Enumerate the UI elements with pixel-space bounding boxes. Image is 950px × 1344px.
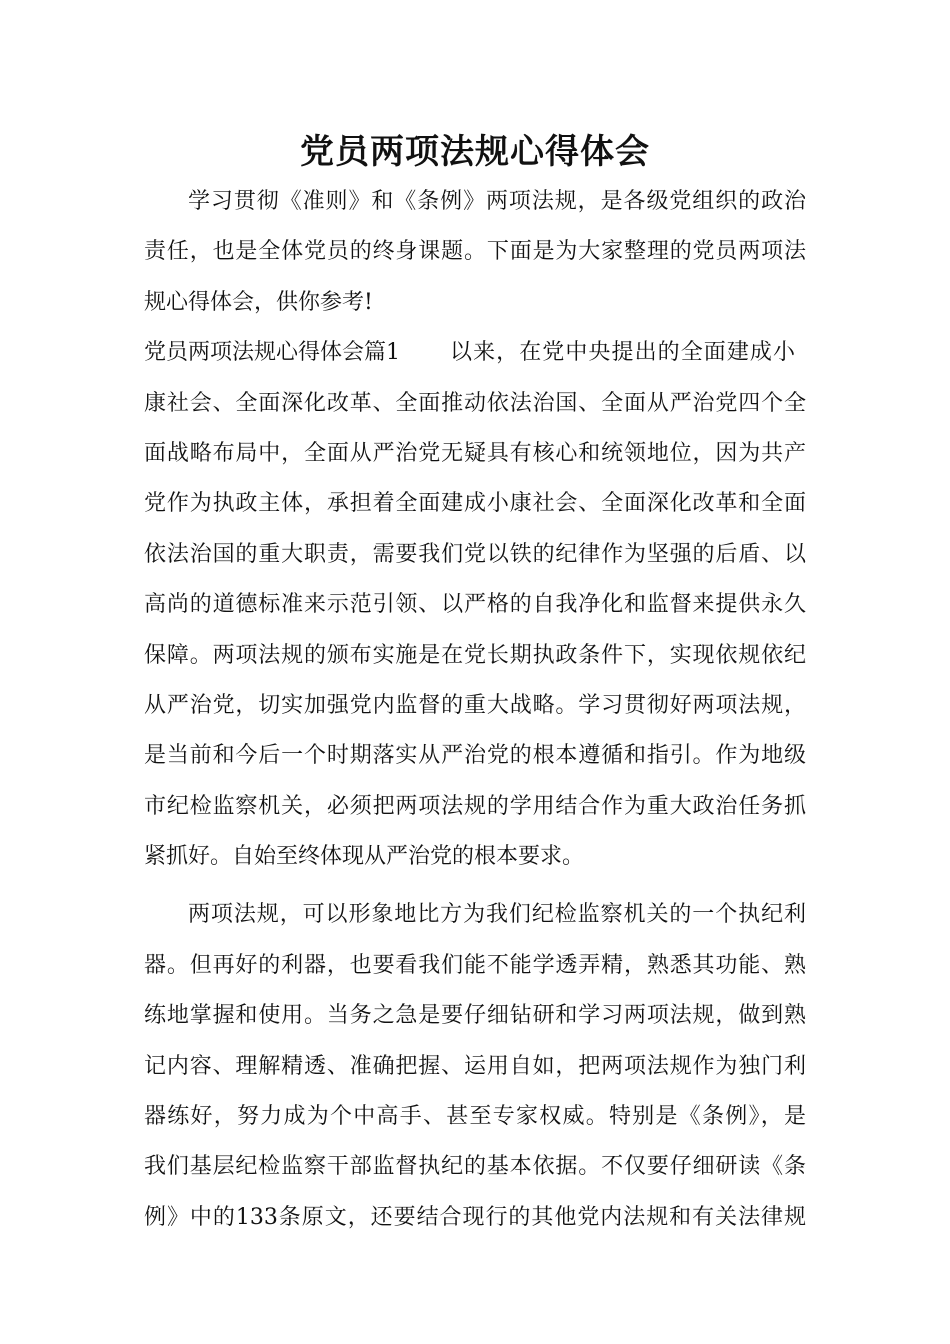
section1-line: 依法治国的重大职责，需要我们党以铁的纪律作为坚强的后盾、以 xyxy=(144,541,806,567)
paragraph-gap xyxy=(144,882,806,890)
section1-line: 是当前和今后一个时期落实从严治党的根本遵循和指引。作为地级 xyxy=(144,743,806,769)
intro-line: 学习贯彻《准则》和《条例》两项法规，是各级党组织的政治 xyxy=(188,189,806,214)
section1-line: 党作为执政主体，承担着全面建成小康社会、全面深化改革和全面 xyxy=(144,491,806,517)
document-title: 党员两项法规心得体会 xyxy=(300,132,650,172)
section1-line: 面战略布局中，全面从严治党无疑具有核心和统领地位，因为共产 xyxy=(144,440,806,466)
section1-heading: 党员两项法规心得体会篇1 xyxy=(144,340,400,366)
paragraph2-line: 器。但再好的利器，也要看我们能不能学透弄精，熟悉其功能、熟 xyxy=(144,952,806,978)
section1-line: 市纪检监察机关，必须把两项法规的学用结合作为重大政治任务抓 xyxy=(144,793,806,819)
paragraph2-line: 练地掌握和使用。当务之急是要仔细钻研和学习两项法规，做到熟 xyxy=(144,1003,806,1029)
paragraph2-line: 记内容、理解精透、准确把握、运用自如，把两项法规作为独门利 xyxy=(144,1053,806,1079)
section1-line: 保障。两项法规的颁布实施是在党长期执政条件下，实现依规依纪 xyxy=(144,642,806,668)
section1-line: 高尚的道德标准来示范引领、以严格的自我净化和监督来提供永久 xyxy=(144,592,806,618)
paragraph2-line: 两项法规，可以形象地比方为我们纪检监察机关的一个执纪利 xyxy=(188,902,806,928)
paragraph2-line: 我们基层纪检监察干部监督执纪的基本依据。不仅要仔细研读《条 xyxy=(144,1154,806,1180)
section1-line: 从严治党，切实加强党内监督的重大战略。学习贯彻好两项法规， xyxy=(144,692,806,718)
section1-line: 紧抓好。自始至终体现从严治党的根本要求。 xyxy=(144,844,585,870)
intro-line: 责任，也是全体党员的终身课题。下面是为大家整理的党员两项法 xyxy=(144,239,806,265)
section1-line: 以来，在党中央提出的全面建成小 xyxy=(450,340,795,366)
paragraph2-line: 例》中的133条原文，还要结合现行的其他党内法规和有关法律规 xyxy=(144,1204,806,1230)
section1-first-line xyxy=(144,328,806,378)
section1-line: 康社会、全面深化改革、全面推动依法治国、全面从严治党四个全 xyxy=(144,390,806,416)
intro-line: 规心得体会，供你参考! xyxy=(144,289,373,315)
document-body xyxy=(144,177,806,1243)
paragraph2-line: 器练好，努力成为个中高手、甚至专家权威。特别是《条例》，是 xyxy=(144,1104,806,1130)
